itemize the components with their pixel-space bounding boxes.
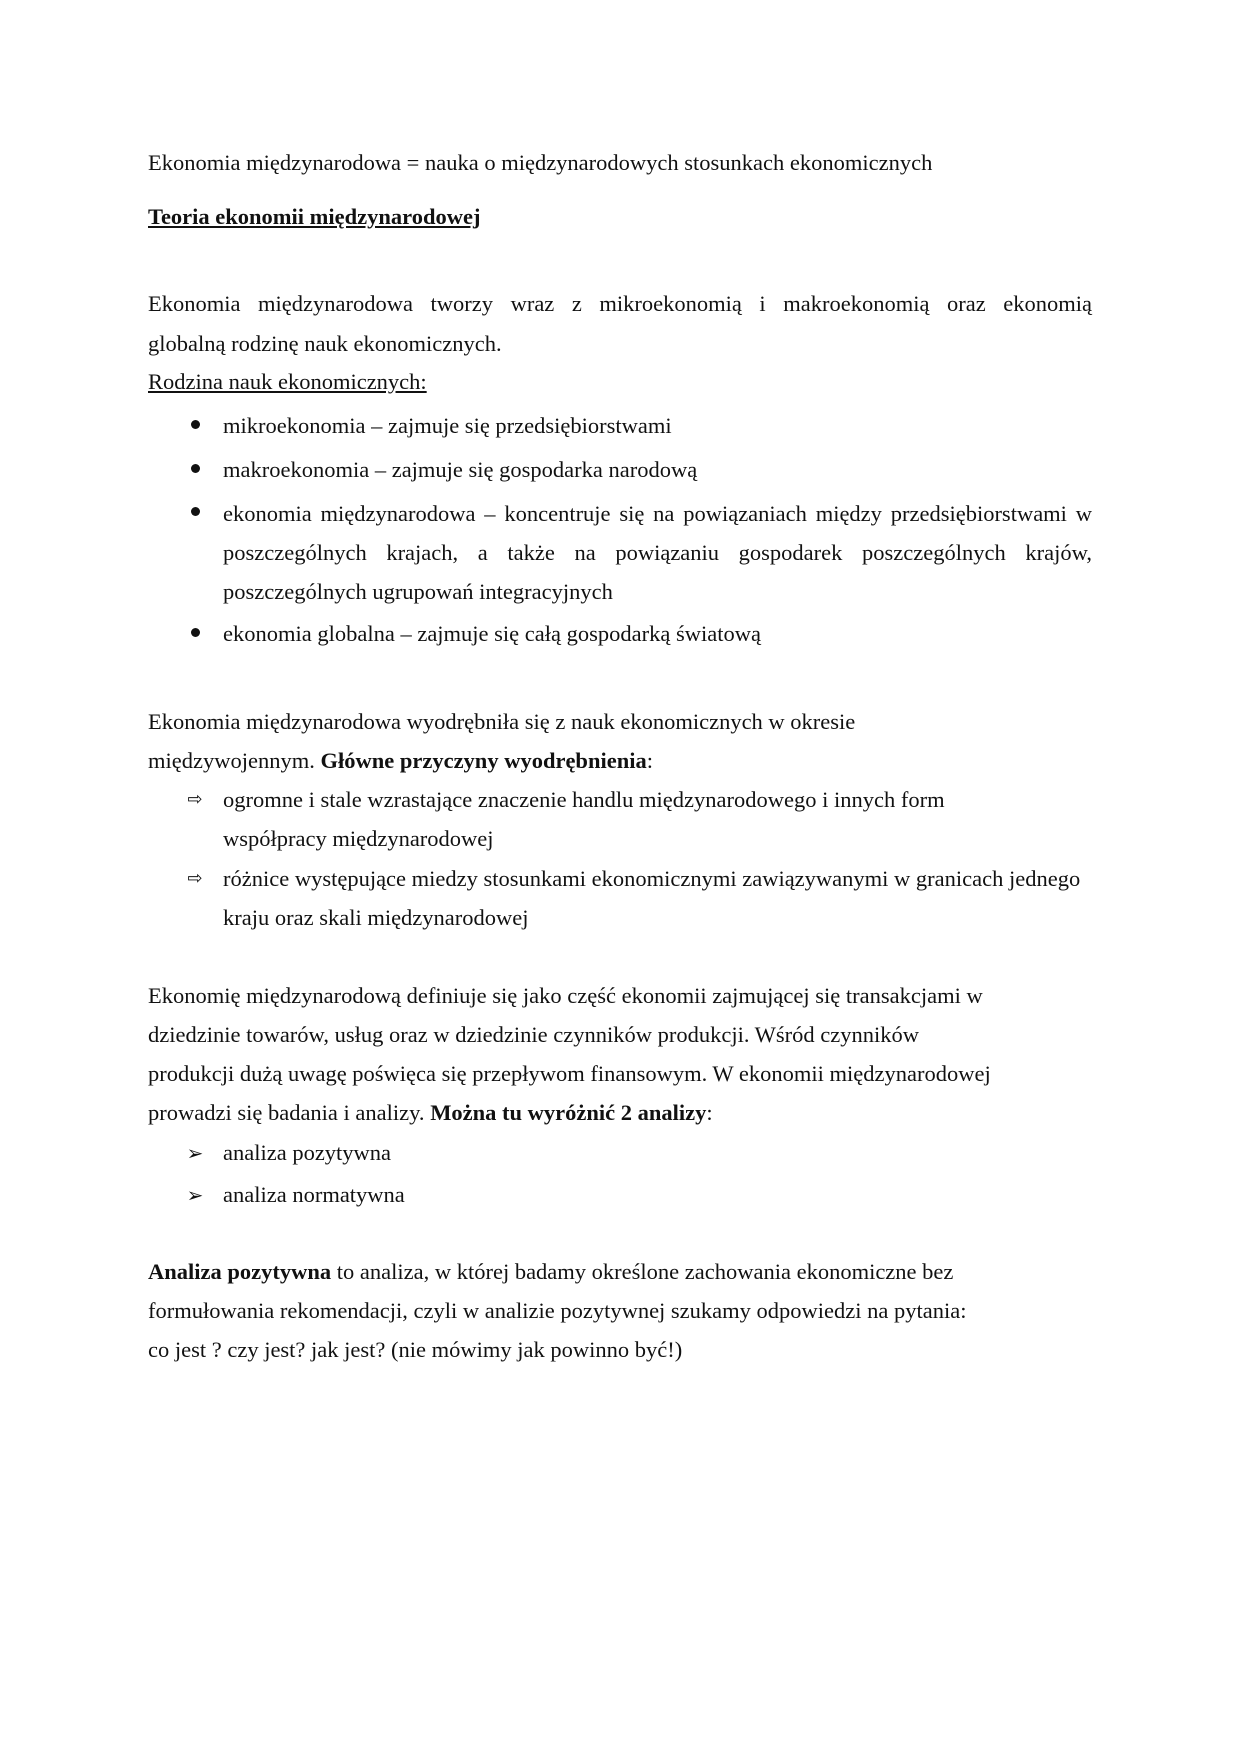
list-item-text: mikroekonomia – zajmuje się przedsiębiorstwami: [223, 413, 672, 438]
paragraph-text: międzywojennym.: [148, 748, 321, 773]
list-item-text: ogromne i stale wzrastające znaczenie handlu międzynarodowego i innych form współpracy międzynarodowej: [223, 787, 945, 851]
list-item: [148, 612, 1092, 656]
bullet-icon: [185, 448, 205, 492]
paragraph-line: globalną rodzinę nauk ekonomicznych.: [148, 331, 502, 356]
paragraph-bold-text: Analiza pozytywna: [148, 1259, 332, 1284]
bullet-icon: [185, 612, 205, 656]
bullet-icon: [185, 404, 205, 448]
paragraph-bold-text: Można tu wyróżnić 2 analizy: [430, 1100, 707, 1125]
paragraph-line: co jest ? czy jest? jak jest? (nie mówimy jak powinno być!): [148, 1337, 683, 1362]
list-item: [148, 404, 1092, 448]
list-item-text: analiza normatywna: [223, 1182, 405, 1207]
paragraph-text: :: [646, 748, 653, 773]
list-item: [148, 859, 1092, 938]
list-item: [148, 1131, 1092, 1173]
paragraph-line: Ekonomia międzynarodowa tworzy wraz z mikroekonomią i makroekonomią oraz ekonomią: [148, 291, 1092, 316]
family-list: [148, 404, 1092, 656]
list-item-text: ekonomia globalna – zajmuje się całą gospodarką światową: [223, 621, 761, 646]
paragraph-line: Ekonomię międzynarodową definiuje się jako część ekonomii zajmującej się transakcjami w: [148, 983, 983, 1008]
family-label: Rodzina nauk ekonomicznych:: [148, 369, 427, 394]
list-item: [148, 492, 1092, 612]
paragraph-family-intro: [148, 282, 1092, 356]
list-item-text: [223, 494, 1092, 611]
arrow-icon: ⇨: [187, 789, 203, 810]
paragraph-bold-text: Główne przyczyny wyodrębnienia: [320, 748, 647, 773]
paragraph-text: prowadzi się badania i analizy.: [148, 1100, 431, 1125]
paragraph-line: [148, 1250, 953, 1294]
list-item: [148, 780, 1092, 859]
list-item: [148, 1173, 1092, 1215]
paragraph-line: dziedzinie towarów, usług oraz w dziedzinie czynników produkcji. Wśród czynników: [148, 1022, 920, 1047]
reasons-list: [148, 780, 1092, 938]
list-item-text: różnice występujące miedzy stosunkami ekonomicznymi zawiązywanymi w granicach jednego kraju oraz skali międzynarodowej: [223, 866, 1081, 930]
section-heading: Teoria ekonomii międzynarodowej: [148, 204, 481, 229]
arrow-icon: ⇨: [187, 868, 203, 889]
paragraph-text: to analiza, w której badamy określone zachowania ekonomiczne bez: [331, 1259, 954, 1284]
list-item-text: makroekonomia – zajmuje się gospodarka narodową: [223, 457, 698, 482]
arrowhead-icon: ➢: [186, 1183, 204, 1207]
analyses-list: [148, 1131, 1092, 1215]
list-item: [148, 448, 1092, 492]
paragraph-text: :: [706, 1100, 713, 1125]
paragraph-line: produkcji dużą uwagę poświęca się przepływom finansowym. W ekonomii międzynarodowej: [148, 1061, 991, 1086]
arrowhead-icon: ➢: [186, 1141, 204, 1165]
list-item-text: analiza pozytywna: [223, 1140, 392, 1165]
paragraph-line: [148, 739, 653, 783]
list-item-text-content: ekonomia międzynarodowa – koncentruje się na powiązaniach między przedsiębiorstwami w poszczególnych krajach, a także na powiązaniu gospodarek poszczególnych krajów, poszczególnych ugrupowań integracyjnych: [223, 501, 1092, 604]
paragraph-line: Ekonomia międzynarodowa wyodrębniła się z nauk ekonomicznych w okresie: [148, 709, 856, 734]
paragraph-line: formułowania rekomendacji, czyli w analizie pozytywnej szukamy odpowiedzi na pytania:: [148, 1298, 967, 1323]
bullet-icon: [185, 494, 205, 533]
paragraph-line: [148, 1091, 713, 1135]
intro-line: Ekonomia międzynarodowa = nauka o międzynarodowych stosunkach ekonomicznych: [148, 150, 933, 175]
